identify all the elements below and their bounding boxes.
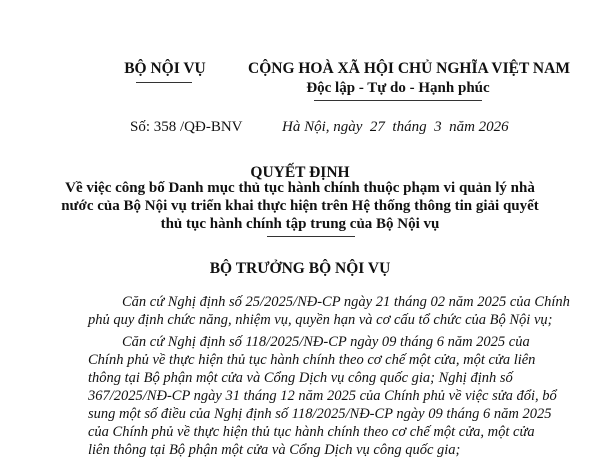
body-line: 367/2025/NĐ-CP ngày 31 tháng 12 năm 2025 của Chính phủ về việc sửa đổi, bổ	[88, 388, 557, 404]
body-line: Căn cứ Nghị định số 118/2025/NĐ-CP ngày 09 tháng 6 năm 2025 của	[122, 334, 530, 350]
decision-title: QUYẾT ĐỊNH	[250, 164, 350, 181]
subject-line: nước của Bộ Nội vụ triển khai thực hiện trên Hệ thống thông tin giải quyết	[61, 198, 539, 214]
ministry-underline	[136, 82, 192, 83]
body-line: liên thông tại Bộ phận một cửa và Cổng Dịch vụ công quốc gia;	[88, 442, 461, 458]
subject-underline	[267, 236, 355, 237]
document-number-value: 358	[153, 119, 177, 135]
motto-underline	[314, 100, 482, 101]
document-number	[130, 119, 243, 136]
national-title: CỘNG HOÀ XÃ HỘI CHỦ NGHĨA VIỆT NAM	[248, 60, 570, 77]
issuing-ministry: BỘ NỘI VỤ	[124, 60, 206, 77]
body-line: Chính phủ về thực hiện thủ tục hành chính theo cơ chế một cửa, một cửa liên	[88, 352, 536, 368]
place-and-date: Hà Nội, ngày 27 tháng 3 năm 2026	[282, 119, 509, 135]
document-number-suffix: /QĐ-BNV	[180, 119, 243, 135]
body-line: thông tại Bộ phận một cửa và Cổng Dịch vụ công quốc gia; Nghị định số	[88, 370, 513, 386]
body-line: phủ quy định chức năng, nhiệm vụ, quyền hạn và cơ cấu tổ chức của Bộ Nội vụ;	[88, 312, 553, 328]
document-number-prefix: Số:	[130, 119, 151, 135]
subject-line: thủ tục hành chính tập trung của Bộ Nội vụ	[160, 216, 440, 232]
national-motto: Độc lập - Tự do - Hạnh phúc	[306, 80, 490, 96]
body-line: sung một số điều của Nghị định số 118/2025/NĐ-CP ngày 09 tháng 6 năm 2025	[88, 406, 552, 422]
issuing-authority: BỘ TRƯỞNG BỘ NỘI VỤ	[209, 260, 391, 277]
body-line: Căn cứ Nghị định số 25/2025/NĐ-CP ngày 21 tháng 02 năm 2025 của Chính	[122, 294, 570, 310]
subject-line: Về việc công bố Danh mục thủ tục hành chính thuộc phạm vi quản lý nhà	[65, 180, 535, 196]
body-line: của Chính phủ về thực hiện thủ tục hành chính theo cơ chế một cửa, một cửa	[88, 424, 535, 440]
